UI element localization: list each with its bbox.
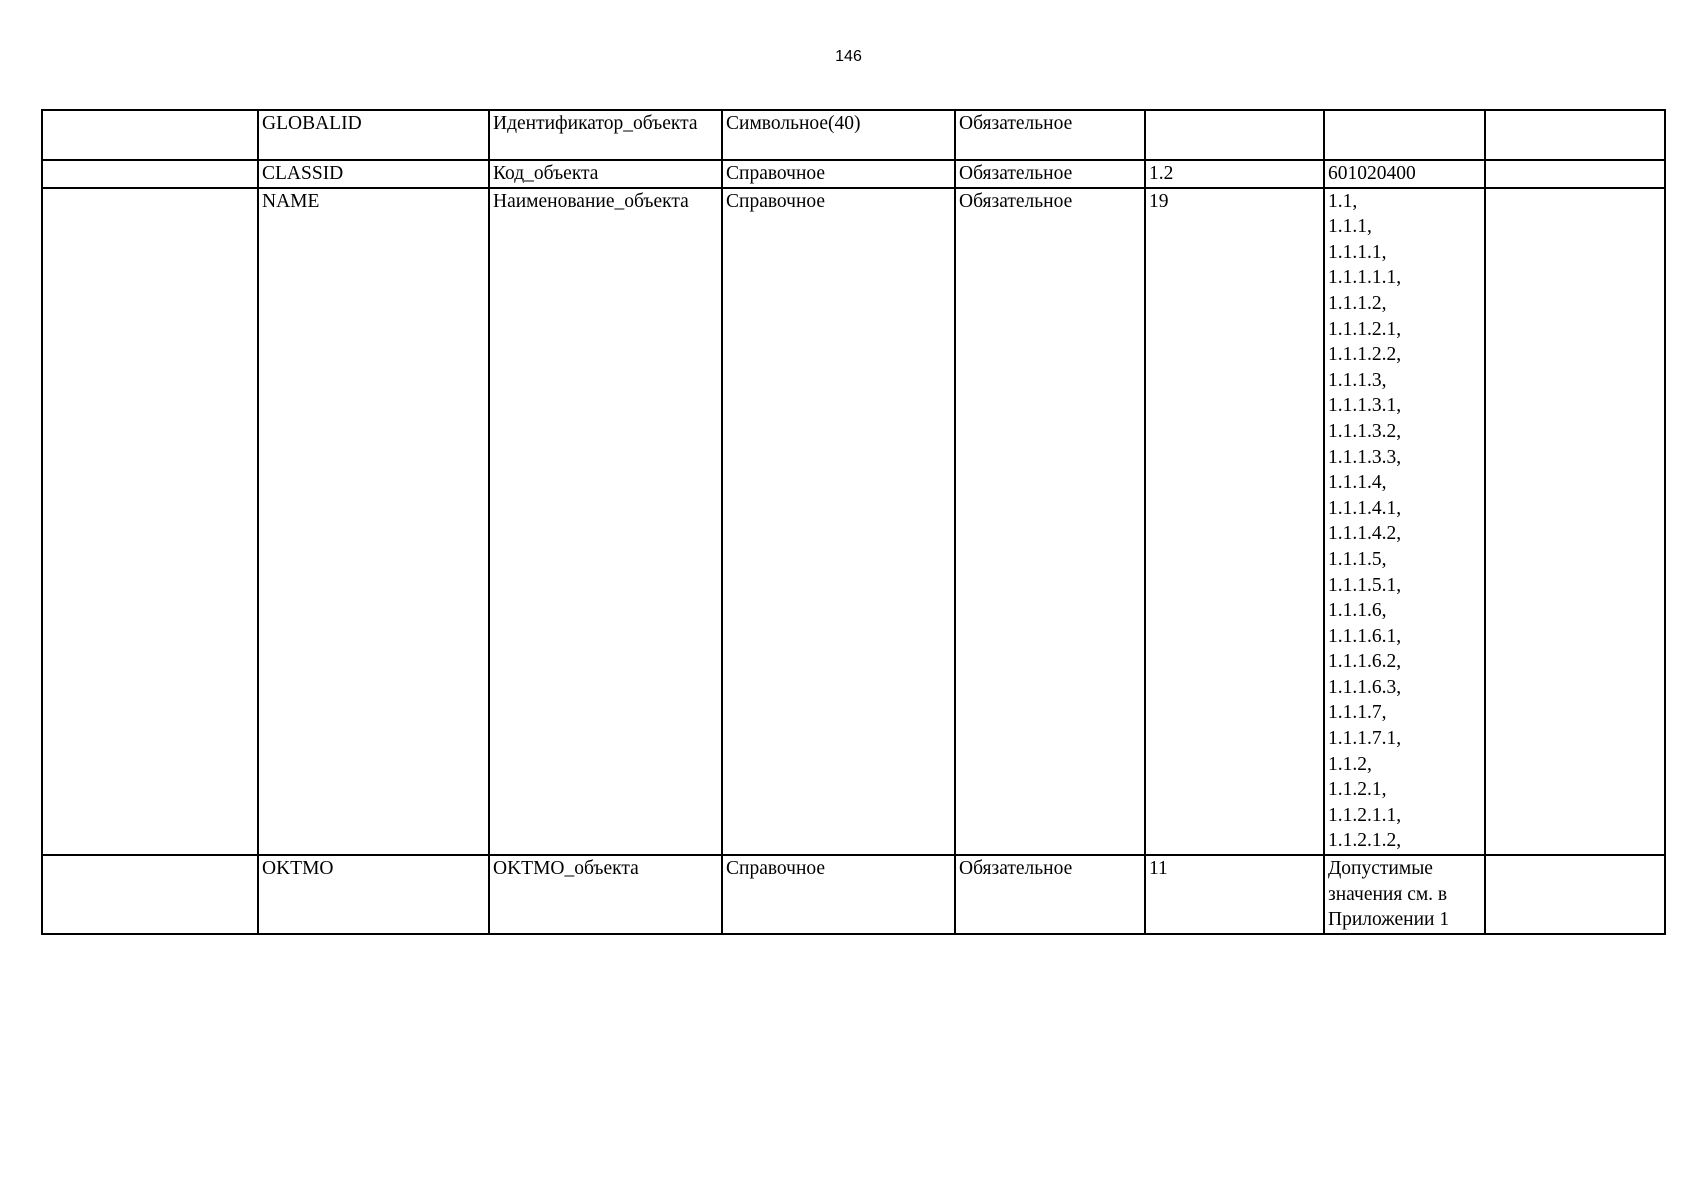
value-item: 601020400 xyxy=(1328,163,1416,184)
row-cell-blank xyxy=(42,188,258,855)
field-type-cell: Справочное xyxy=(722,188,955,855)
table-row xyxy=(42,110,1665,160)
field-name-cell: OKTMO xyxy=(258,855,489,934)
value-item: 1.1.1.4.2, xyxy=(1328,523,1402,545)
field-name-cell: GLOBALID xyxy=(258,110,489,160)
field-values-cell xyxy=(1324,160,1485,188)
field-alias-cell: Идентификатор_объекта xyxy=(489,110,722,160)
row-cell-notes xyxy=(1485,188,1665,855)
field-required-cell: Обязательное xyxy=(955,188,1145,855)
value-item: 1.1.1.3.1, xyxy=(1328,395,1402,417)
field-name-cell: NAME xyxy=(258,188,489,855)
row-cell-notes xyxy=(1485,855,1665,934)
values-list xyxy=(1328,856,1481,933)
value-item: 1.1.2.1.2, xyxy=(1328,830,1402,852)
field-alias-cell: OKTMO_объекта xyxy=(489,855,722,934)
field-reference-cell: 1.2 xyxy=(1145,160,1324,188)
field-alias-cell: Код_объекта xyxy=(489,160,722,188)
value-item: 1.1.1.6.2, xyxy=(1328,651,1402,673)
field-values-cell xyxy=(1324,855,1485,934)
field-required-cell: Обязательное xyxy=(955,110,1145,160)
field-required-cell: Обязательное xyxy=(955,160,1145,188)
value-item: 1.1.1.5.1, xyxy=(1328,574,1402,596)
field-required-cell: Обязательное xyxy=(955,855,1145,934)
attributes-table xyxy=(41,109,1666,935)
value-item: 1.1.1.2.2, xyxy=(1328,344,1402,366)
value-item: 1.1.1.4.1, xyxy=(1328,497,1402,519)
field-name-cell: CLASSID xyxy=(258,160,489,188)
value-item: 1.1.1.2, xyxy=(1328,292,1387,314)
table-row xyxy=(42,160,1665,188)
value-item: 1.1.1.3, xyxy=(1328,369,1387,391)
value-item: 1.1.2.1, xyxy=(1328,779,1387,801)
field-type-cell: Справочное xyxy=(722,855,955,934)
value-item: 1.1.1.3.3, xyxy=(1328,446,1402,468)
field-reference-cell xyxy=(1145,110,1324,160)
table-row xyxy=(42,188,1665,855)
value-item: 1.1.1.6.1, xyxy=(1328,625,1402,647)
values-list xyxy=(1328,161,1481,187)
page-number: 146 xyxy=(835,48,862,65)
table-row xyxy=(42,855,1665,934)
value-item: 1.1.1.2.1, xyxy=(1328,318,1402,340)
row-cell-notes xyxy=(1485,110,1665,160)
value-item: 1.1.1.1.1, xyxy=(1328,267,1402,289)
value-item: 1.1.1.6.3, xyxy=(1328,676,1402,698)
value-item: 1.1.2, xyxy=(1328,753,1372,775)
field-values-cell xyxy=(1324,188,1485,855)
field-type-cell: Символьное(40) xyxy=(722,110,955,160)
value-item: 1.1.2.1.1, xyxy=(1328,804,1402,826)
value-item: Допустимые xyxy=(1328,858,1433,880)
table-body xyxy=(42,110,1665,934)
value-item: значения см. в xyxy=(1328,883,1448,905)
field-reference-cell: 19 xyxy=(1145,188,1324,855)
row-cell-blank xyxy=(42,110,258,160)
value-item: Приложении 1 xyxy=(1328,909,1450,931)
value-item: 1.1, xyxy=(1328,190,1358,212)
value-item: 1.1.1, xyxy=(1328,216,1372,238)
value-item: 1.1.1.4, xyxy=(1328,472,1387,494)
value-item: 1.1.1.1, xyxy=(1328,241,1387,263)
field-type-cell: Справочное xyxy=(722,160,955,188)
field-reference-cell: 11 xyxy=(1145,855,1324,934)
value-item: 1.1.1.3.2, xyxy=(1328,420,1402,442)
value-item: 1.1.1.7, xyxy=(1328,702,1387,724)
row-cell-blank xyxy=(42,855,258,934)
field-alias-cell: Наименование_объекта xyxy=(489,188,722,855)
value-item: 1.1.1.6, xyxy=(1328,600,1387,622)
values-list xyxy=(1328,189,1481,854)
field-values-cell xyxy=(1324,110,1485,160)
value-item: 1.1.1.7.1, xyxy=(1328,728,1402,750)
value-item: 1.1.1.5, xyxy=(1328,548,1387,570)
row-cell-notes xyxy=(1485,160,1665,188)
row-cell-blank xyxy=(42,160,258,188)
